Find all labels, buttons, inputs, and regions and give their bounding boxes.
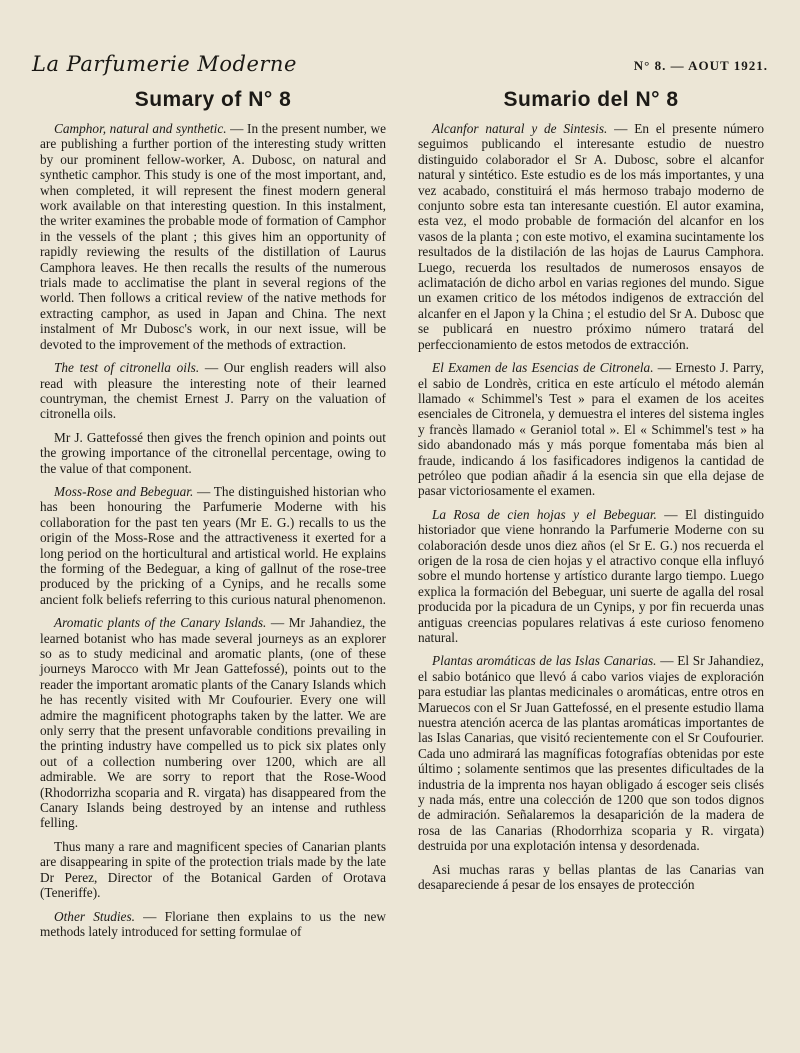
paragraph-title: Camphor, natural and synthetic. (54, 121, 227, 136)
paragraph-text: — Floriane then explains to us the new methods lately introduced for setting formulae of (40, 908, 386, 939)
english-column (40, 88, 386, 947)
paragraph (418, 121, 764, 352)
issue-number: N° 8. — AOUT 1921. (633, 58, 768, 73)
paragraph (40, 121, 386, 352)
spanish-title: Sumario del N° 8 (503, 88, 679, 111)
paragraph-text: — In the present number, we are publishing a further portion of the interesting study written by our prominent fellow-worker, A. Dubosc, on natural and synthetic camphor. This study is one of the most important, and, when completed, it will represent the finest modern general work available on that interesting question. In this instalment, the writer examines the probable mode of formation of Camphor in the vessels of the plant ; this gives him an opportunity of rapidly reviewing the results of the distillation of Laurus Camphora leaves. He then recalls the results of the numerous trials made to acclimatise the plant in several regions of the world. Then follows a critical review of the native methods for extracting camphor, as used in Japan and China. The next instalment of Mr Dubosc's work, in our next issue, will be devoted to the improvement of the methods of extraction. (40, 121, 387, 352)
paragraph-text: Thus many a rare and magnificent species of Canarian plants are disappearing in spite of the protection trials made by the late Dr Perez, Director of the Botanical Garden of Orotava (Teneriffe). (40, 838, 386, 901)
paragraph-title: Moss-Rose and Bebeguar. (54, 483, 194, 499)
paragraph (418, 653, 764, 853)
paragraph (40, 909, 386, 940)
paragraph-text: — Ernesto J. Parry, el sabio de Londrès, critica en este artículo el método alemán llamado « Schimmel's Test » para el examen de los aceites esenciales de Citronela, y demuestra el interes del sistema ingles y francès llamado « Geraniol total ». El « Schimmel's test » ha sido abandonado más y más porque fomentaba más bien al fraude, indicando á los fasificadores indigenos la cantidad de petróleo que podian añadir á la esencia sin que ella dejase de pasar victoriosamente el examen. (418, 360, 764, 499)
paragraph-text: — Mr Jahandiez, the learned botanist who has made several journeys as an explorer so as to study medicinal and aromatic plants, (one of these journeys Marocco with Mr Jean Gattefossé), points out to the reader the important aromatic plants of the Canary Islands which he has recently visited with Mr Coufourier. Every one will admire the magnificent photographs taken by the latter. We are only serry that the present unfavorable conditions prevailing in the printing industry have compelled us to pick six plates only out of a collection numbering over 1200, which are all admirable. We are sorry to report that the Rose-Wood (Rhodorrizha scoparia and R. virgata) has disappeared from the Canary Islands being destroyed by an intense and ruthless felling. (40, 615, 386, 831)
paragraph-title: La Rosa de cien hojas y el Bebeguar. (432, 506, 657, 522)
spanish-column (418, 88, 764, 901)
paragraph-title: El Examen de las Esencias de Citronela. (432, 360, 654, 376)
paragraph-text: — Our english readers will also read with pleasure the interesting note of their learned countryman, the chemist Ernest J. Parry on the valuation of citronella oils. (40, 360, 387, 422)
paragraph (40, 615, 386, 831)
english-title: Sumary of N° 8 (134, 88, 292, 111)
masthead-logo: La Parfumerie Moderne (32, 52, 297, 76)
paragraph-title: Alcanfor natural y de Sintesis. (432, 121, 608, 136)
paragraph (40, 430, 386, 476)
paragraph-text: — El Sr Jahandiez, el sabio botánico que llevó á cabo varios viajes de exploración para estudiar las plantas medicinales o aromáticas, entre otros en Maruecos con el Sr Juan Gattefossé, en el presente estudio llama nuestra atención acerca de las plantas aromáticas importantes de las Islas Canarias, que visitó recientemente con el Sr Coufourier. Cada uno admirará las magníficas fotografías obtenidas por este último ; solamente sentimos que las presentes dificultades de la industria de la imprenta nos hayan obligado á escoger seis clisés y nada más, entre una colección de 1200 que son todos dignos de admiración. Señalaremos la desaparición de la madera de rosa de las Canarias (Rhodorrhiza scoparia y R. virgata) destruida por una explotación intensa y desordenada. (418, 653, 764, 854)
paragraph-title: Aromatic plants of the Canary Islands. (54, 615, 267, 631)
paragraph-title: The test of citronella oils. (54, 360, 200, 376)
paragraph (418, 507, 764, 646)
paragraph (418, 862, 764, 893)
english-paragraphs (40, 121, 386, 939)
paragraph-text: Mr J. Gattefossé then gives the french opinion and points out the growing importance of the citronellal percentage, owing to the value of that component. (40, 429, 386, 476)
paragraph (40, 360, 386, 422)
paragraph (40, 839, 386, 901)
paragraph (418, 360, 764, 499)
paragraph-text: Asi muchas raras y bellas plantas de las Canarias van desapareciende á pesar de los ensayes de protección (418, 861, 764, 893)
paragraph-text: — En el presente número seguimos publicando el interesante estudio de nuestro distinguido colaborador el Sr A. Dubosc, sobre el alcanfor natural y sintético. Este estudio es de los más importantes, y una vez acabado, constituirá el más hermoso trabajo moderno de conjunto sobre esta tan interesante cuestión. El autor examina, esta vez, el modo probable de formación del alcanfor en los vasos de la planta ; con este motivo, el examina sucintamente los resultados de la distilación de las hojas de Laurus Camphora. Luego, recuerda los resultados de numerosos ensayos de aclimatación de dicho arbol en varias regiones del mundo. Sigue un examen critico de los métodos indigenos de extracción del alcanfer en el Japon y la China ; el estudio del Sr A. Dubosc que se publicará en nuestro próximo número tratará del perfeccionamiento de estos metodos de extracción. (418, 121, 765, 352)
paragraph-title: Other Studies. (54, 908, 135, 924)
paragraph (40, 484, 386, 607)
paragraph-text: — El distinguido historiador que viene honrando la Parfumerie Moderne con su colaboración desde unos diez años (el Sr E. G.) nos recuerda el origen de la rosa de cien hojas y el atractivo conque ella influyó sobre el mundo hortense y artístico durante largo tiempo. Luego explica la formación del Bebeguar, uni suerte de agalla del rosal producida por la picadura de un Cynips, y por fin recuerda unas antiguas creencias populares relativas á este curioso fenomeno natural. (418, 506, 764, 645)
spanish-paragraphs (418, 121, 764, 893)
page-header (32, 52, 768, 82)
paragraph-title: Plantas aromáticas de las Islas Canarias. (432, 653, 657, 669)
paragraph-text: — The distinguished historian who has been honouring the Parfumerie Moderne with his collaboration for the past ten years (Mr E. G.) recalls to us the origin of the Moss-Rose and the attractiveness it exerted for a long period on the horticultural and artistical world. He explains the forming of the Bedeguar, a king of gallnut of the rose-tree produced by the pricking of a Cynips, and he recalls some ancient folk beliefs referring to this curious natural phenomenon. (40, 483, 386, 607)
